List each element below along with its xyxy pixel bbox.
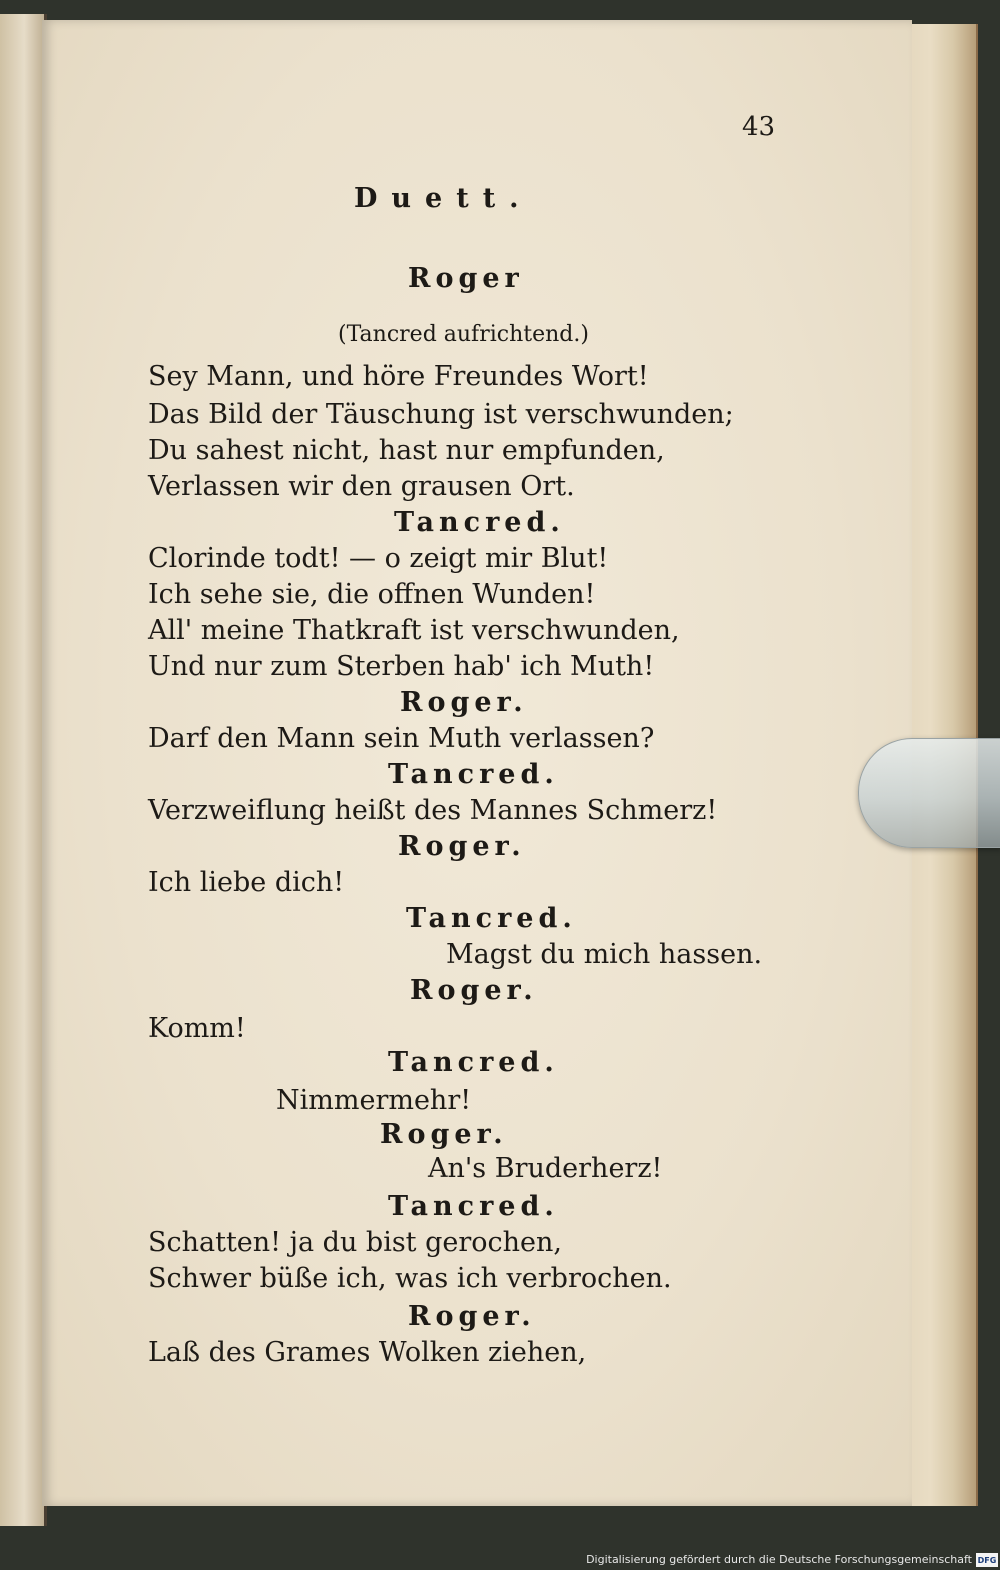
speaker-tancred: Tancred. [388, 759, 559, 790]
verse-line: Ich sehe sie, die offnen Wunden! [148, 579, 596, 610]
verse-line: Komm! [148, 1013, 246, 1044]
verse-line: Du sahest nicht, hast nur empfunden, [148, 435, 665, 466]
verse-line: An's Bruderherz! [428, 1153, 663, 1184]
footer-strip [0, 1542, 1000, 1570]
verse-line: Clorinde todt! — o zeigt mir Blut! [148, 543, 609, 574]
speaker-roger: Roger. [400, 687, 528, 718]
speaker-tancred: Tancred. [388, 1191, 559, 1222]
speaker-roger: Roger. [410, 975, 538, 1006]
speaker-roger: Roger. [380, 1119, 508, 1150]
speaker-tancred: Tancred. [406, 903, 577, 934]
section-title: Duett. [354, 183, 533, 214]
page-number: 43 [742, 112, 776, 142]
verse-line: Nimmermehr! [276, 1085, 472, 1116]
verse-line: Schatten! ja du bist gerochen, [148, 1227, 563, 1258]
book-page [42, 20, 912, 1506]
verse-line: Das Bild der Täuschung ist verschwunden; [148, 399, 734, 430]
verse-line: Sey Mann, und höre Freundes Wort! [148, 361, 649, 392]
left-page-edge [0, 14, 47, 1526]
verse-line: All' meine Thatkraft ist verschwunden, [148, 615, 680, 646]
speaker-tancred: Tancred. [388, 1047, 559, 1078]
verse-line: Magst du mich hassen. [446, 939, 763, 970]
verse-line: Und nur zum Sterben hab' ich Muth! [148, 651, 655, 682]
dfg-logo: DFG [976, 1553, 998, 1567]
speaker-roger: Roger. [398, 831, 526, 862]
verse-line: Ich liebe dich! [148, 867, 345, 898]
verse-line: Verlassen wir den grausen Ort. [148, 471, 575, 502]
speaker-tancred: Tancred. [394, 507, 565, 538]
page-clip [858, 738, 1000, 848]
verse-line: Laß des Grames Wolken ziehen, [148, 1337, 587, 1368]
speaker-roger: Roger. [408, 1301, 536, 1332]
stage-direction: (Tancred aufrichtend.) [338, 322, 589, 347]
speaker-roger: Roger [408, 263, 524, 294]
digitization-credit: Digitalisierung gefördert durch die Deutsche Forschungsgemeinschaft [586, 1553, 972, 1566]
verse-line: Verzweiflung heißt des Mannes Schmerz! [148, 795, 718, 826]
verse-line: Schwer büße ich, was ich verbrochen. [148, 1263, 672, 1294]
verse-line: Darf den Mann sein Muth verlassen? [148, 723, 655, 754]
